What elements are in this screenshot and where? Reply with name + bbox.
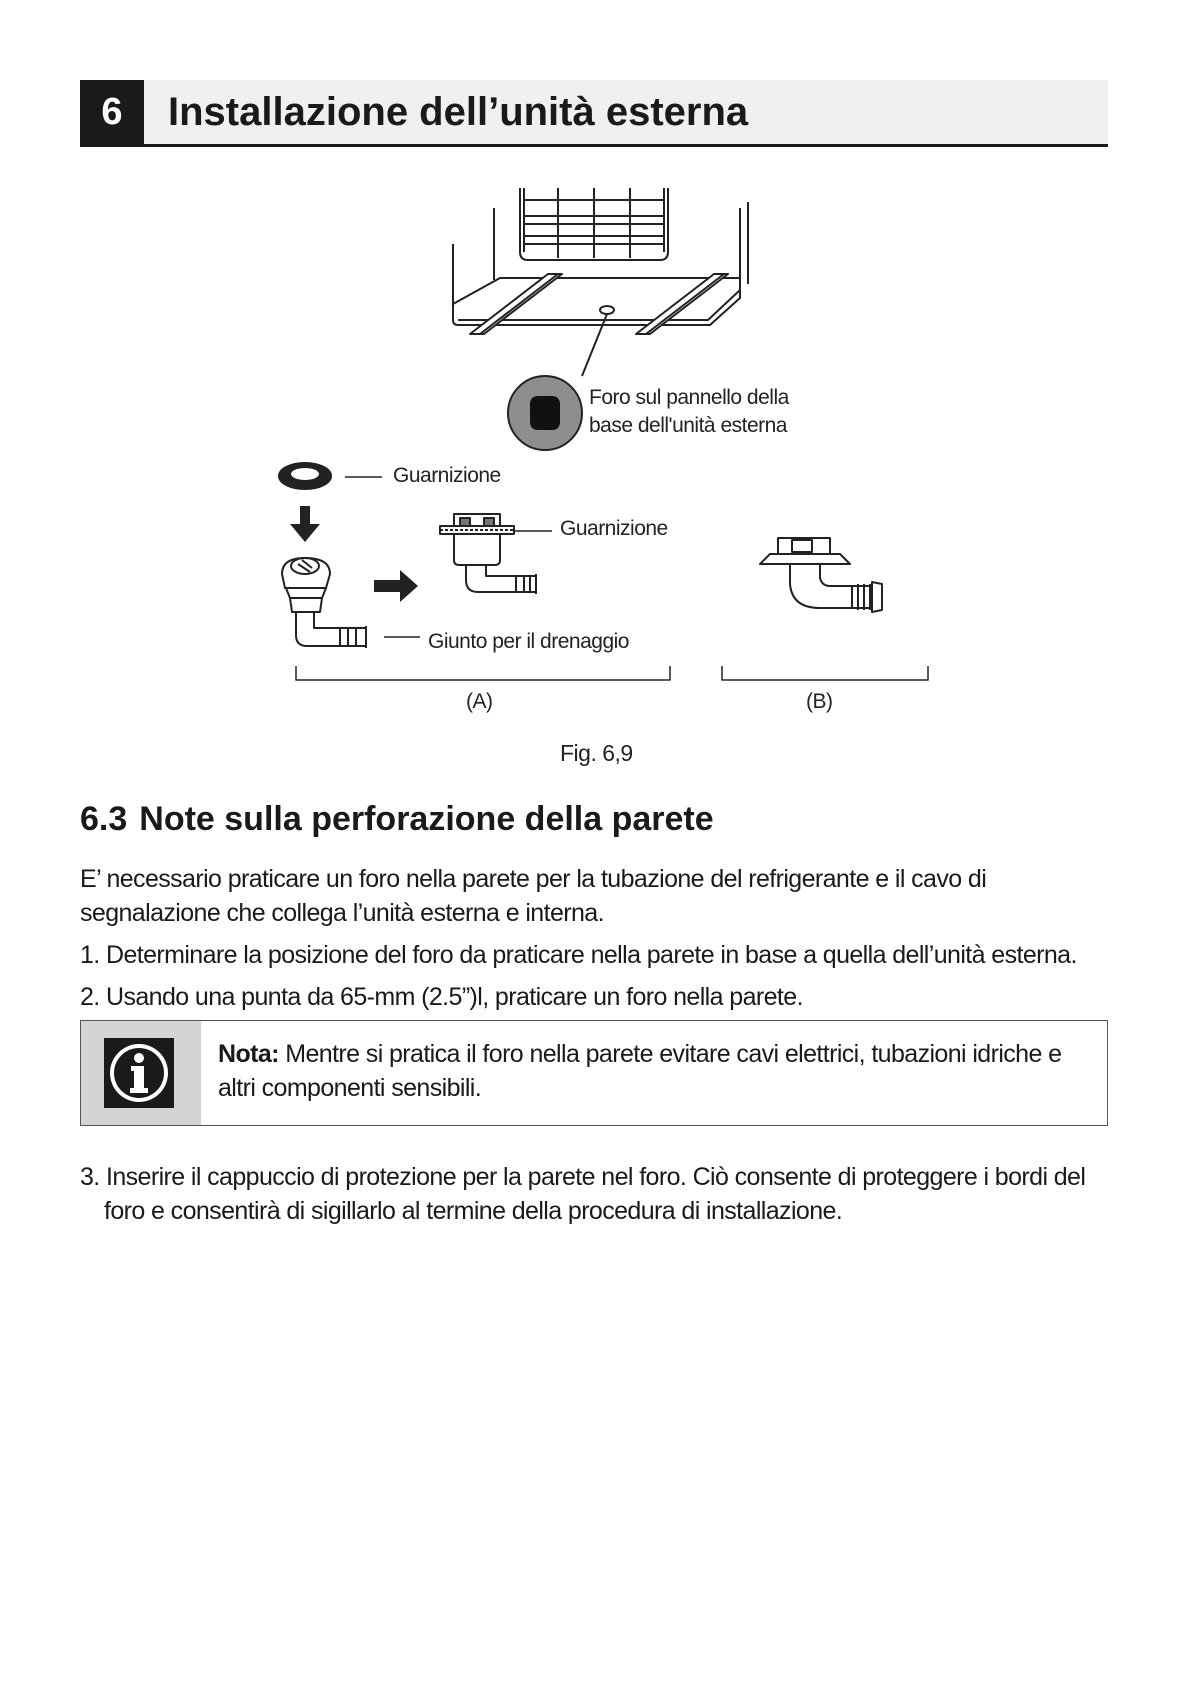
hole-callout-label — [589, 384, 789, 440]
label-a: (A) — [466, 690, 493, 713]
drain-joint-b-drawing — [760, 538, 882, 612]
arrow-right-icon — [374, 570, 418, 602]
label-b: (B) — [806, 690, 833, 713]
hole-callout-line2: base dell'unità esterna — [589, 414, 787, 437]
figure-6-9 — [0, 180, 1187, 780]
info-icon — [104, 1038, 174, 1108]
chapter-header — [80, 80, 1108, 147]
gasket-label-2: Guarnizione — [560, 517, 668, 540]
section-number: 6.3 — [80, 800, 128, 838]
hole-callout-line1: Foro sul pannello della — [589, 386, 789, 409]
bracket-a — [296, 666, 670, 680]
note-text — [218, 1037, 1088, 1105]
chapter-title: Installazione dell’unità esterna — [168, 90, 749, 134]
note-label: Nota: — [218, 1040, 279, 1068]
outdoor-unit-drawing — [453, 188, 748, 376]
drain-joint-label: Giunto per il drenaggio — [428, 630, 629, 653]
gasket-ring-drawing — [279, 463, 382, 489]
bracket-b — [722, 666, 928, 680]
arrow-down-icon — [290, 506, 320, 542]
chapter-number: 6 — [80, 80, 144, 144]
section-title — [80, 800, 714, 839]
figure-drawing — [0, 180, 1187, 780]
note-body: Mentre si pratica il foro nella parete evitare cavi elettrici, tubazioni idriche e altri componenti sensibili. — [218, 1040, 1062, 1102]
section-intro: E’ necessario praticare un foro nella parete per la tubazione del refrigerante e il cavo di segnalazione che collega l’unità esterna e interna. — [80, 865, 987, 927]
step-3: 3. Inserire il cappuccio di protezione per la parete nel foro. Ciò consente di proteggere i bordi del foro e consentirà di sigillarlo al termine della procedura di installazione. — [80, 1163, 1086, 1225]
step-2: 2. Usando una punta da 65-mm (2.5”)l, praticare un foro nella parete. — [80, 983, 803, 1011]
hole-callout — [508, 376, 582, 450]
note-box — [80, 1020, 1108, 1126]
drain-joint-a-drawing — [282, 558, 420, 648]
section-title-text: Note sulla perforazione della parete — [139, 800, 714, 838]
step-1: 1. Determinare la posizione del foro da praticare nella parete in base a quella dell’unità esterna. — [80, 941, 1077, 969]
gasket-label-1: Guarnizione — [393, 464, 501, 487]
note-icon-cell — [81, 1021, 201, 1125]
drain-joint-assembled-drawing — [440, 514, 552, 594]
figure-caption: Fig. 6,9 — [560, 740, 633, 766]
